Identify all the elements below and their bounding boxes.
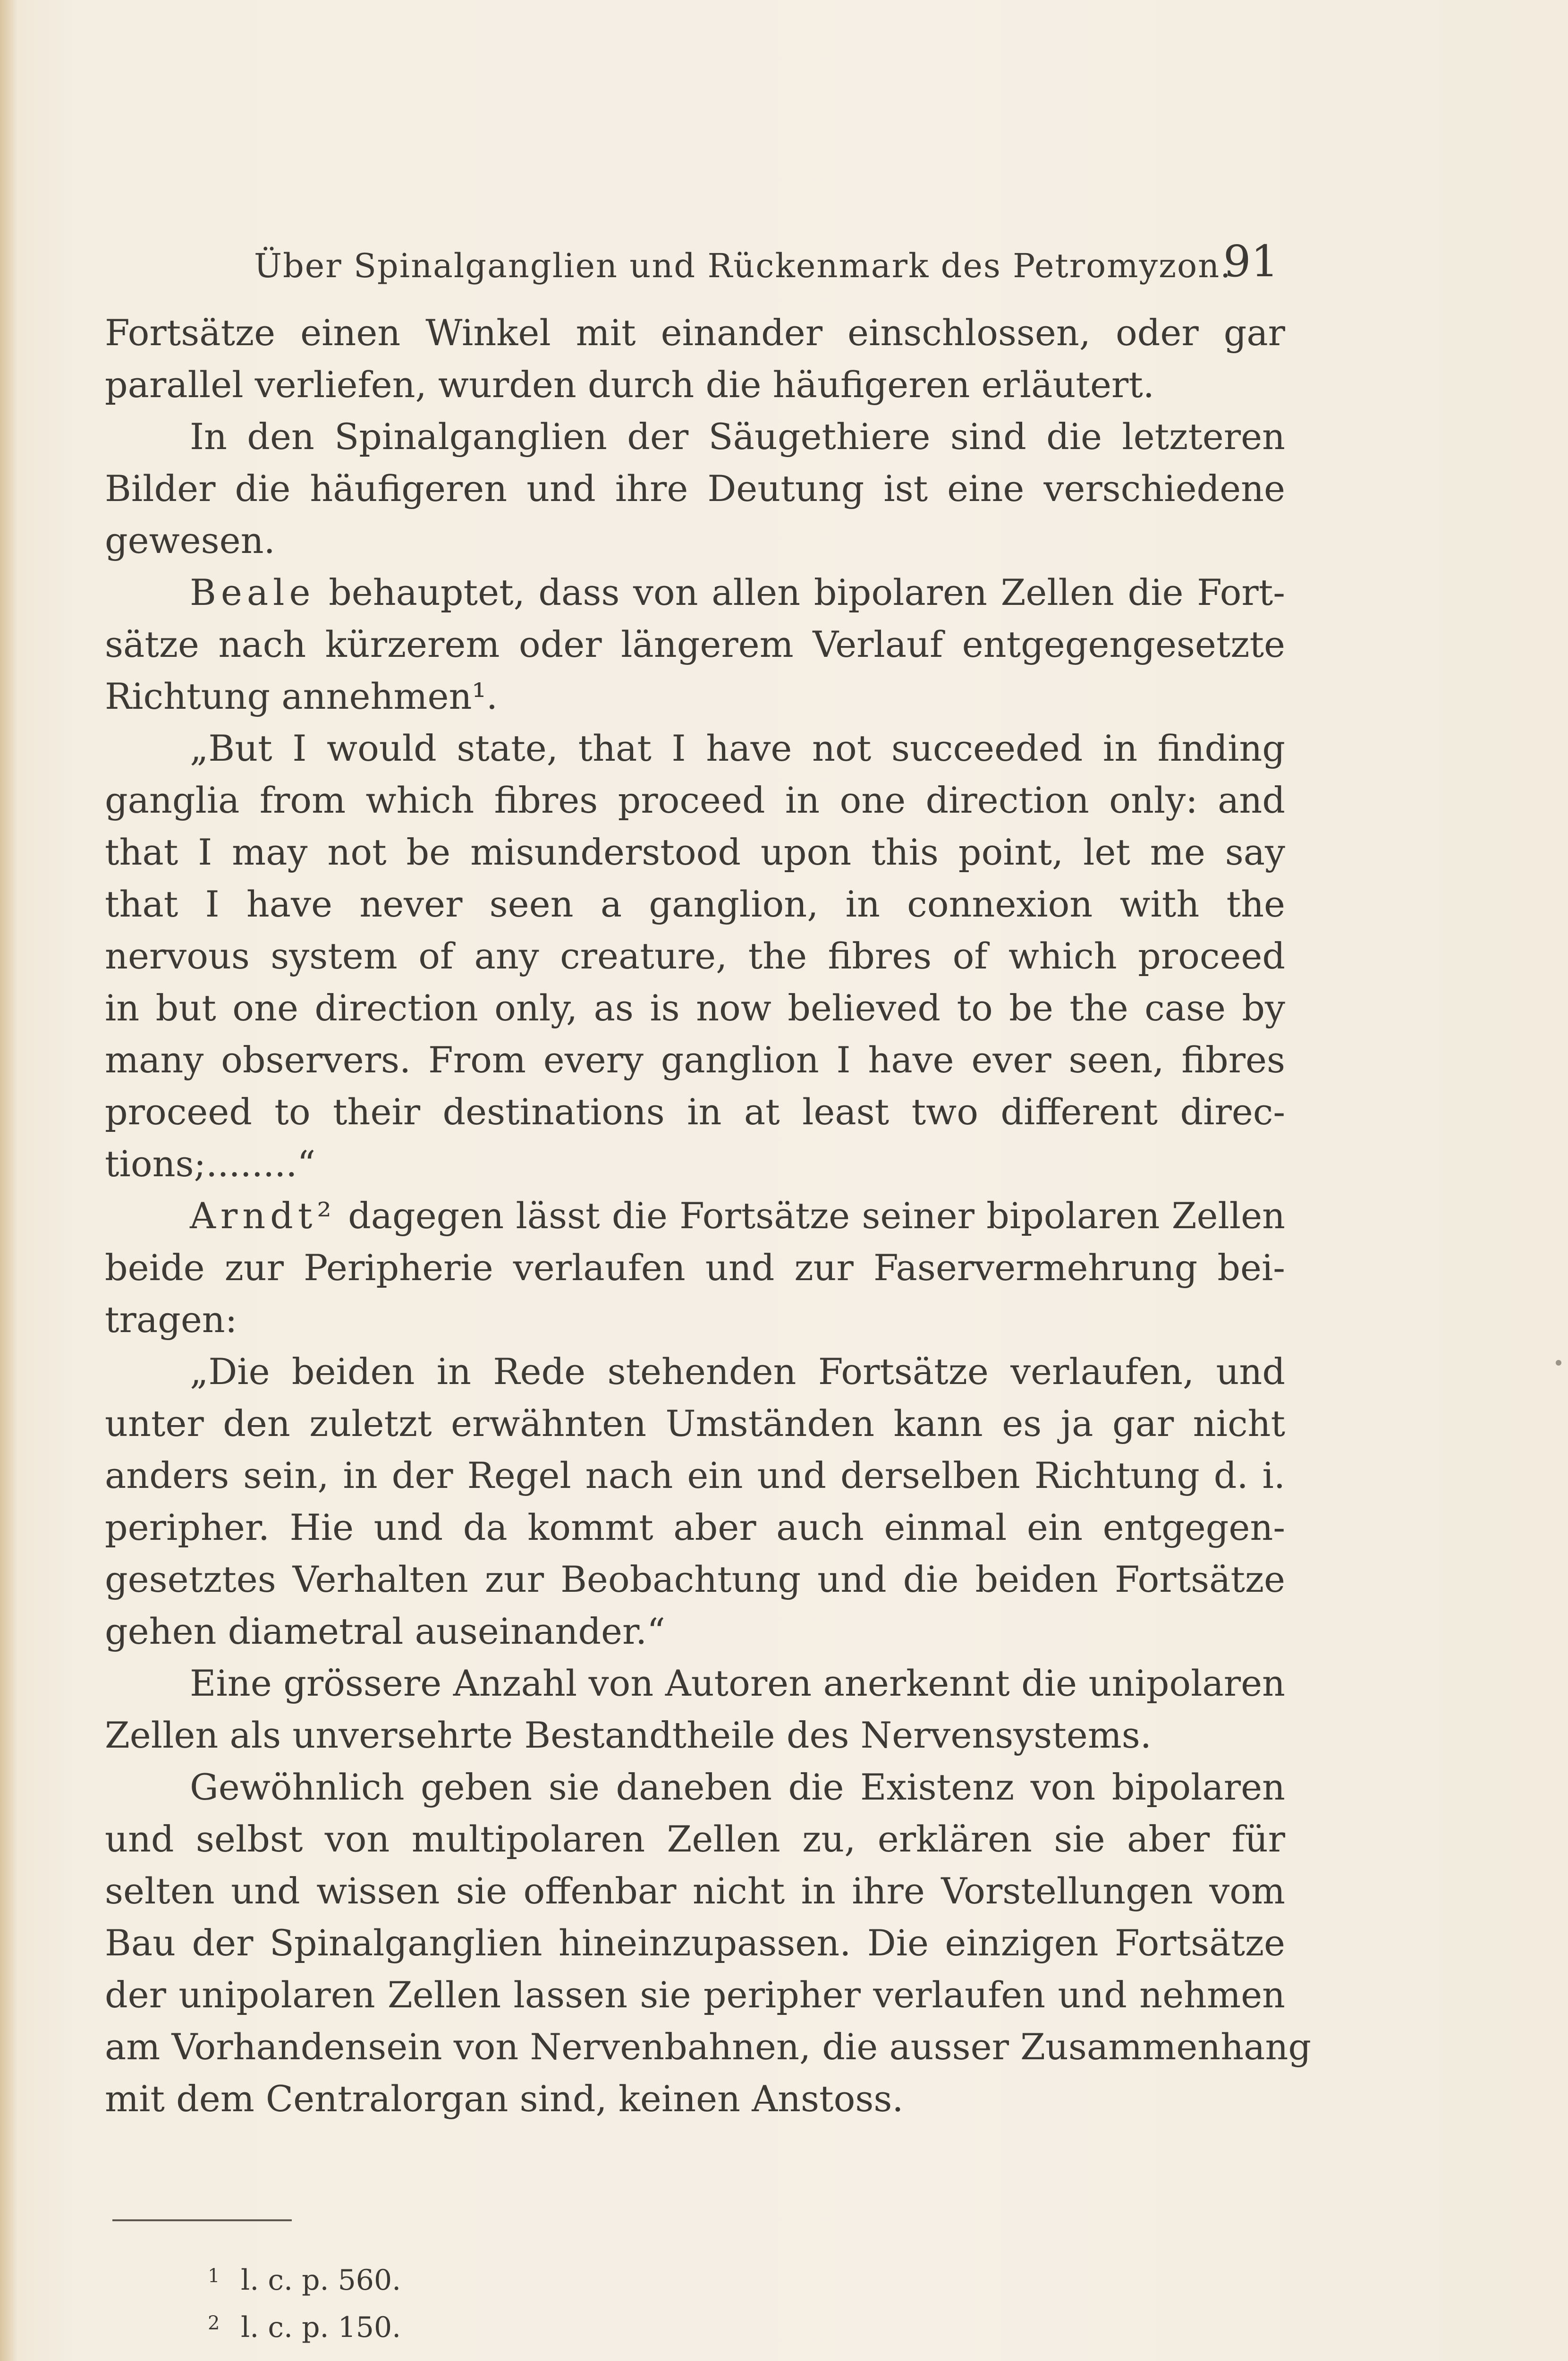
text-line: gehen diametral auseinander.“: [105, 1610, 665, 1652]
text-line: Gewöhnlich geben sie daneben die Existenz von bipolaren: [190, 1766, 1285, 1808]
text-line: many observers. From every ganglion I have ever seen, fibres: [105, 1039, 1285, 1081]
footnotes: [208, 2252, 633, 2347]
text-line: [105, 567, 1285, 619]
text-line: mit dem Centralorgan sind, keinen Anstoss.: [105, 2078, 904, 2120]
text-line: selten und wissen sie offenbar nicht in ihre Vorstellungen vom: [105, 1870, 1285, 1912]
text-line: Zellen als unversehrte Bestandtheile des Nervensystems.: [105, 1714, 1152, 1756]
text-line: Fortsätze einen Winkel mit einander einschlossen, oder gar: [105, 312, 1285, 354]
author-name-beale: Beale: [190, 571, 315, 613]
text-line-rest: dagegen lässt die Fortsätze seiner bipolaren Zellen: [348, 1195, 1285, 1237]
text-line: parallel verliefen, wurden durch die häufigeren erläutert.: [105, 364, 1154, 406]
text-line: nervous system of any creature, the fibres of which proceed: [105, 935, 1285, 977]
text-line: in but one direction only, as is now believed to be the case by: [105, 987, 1285, 1029]
text-line: ganglia from which fibres proceed in one direction only: and: [105, 779, 1285, 821]
text-line: Bau der Spinalganglien hineinzupassen. Die einzigen Fortsätze: [105, 1922, 1285, 1964]
author-name-arndt: Arndt²: [190, 1195, 336, 1237]
footnote-mark: 1: [208, 2265, 220, 2287]
text-line: unter den zuletzt erwähnten Umständen kann es ja gar nicht: [105, 1402, 1285, 1444]
text-line: der unipolaren Zellen lassen sie peripher verlaufen und nehmen: [105, 1974, 1285, 2016]
text-line: gewesen.: [105, 519, 275, 561]
text-line: beide zur Peripherie verlaufen und zur Faservermehrung bei-: [105, 1247, 1285, 1289]
running-head: [254, 236, 1279, 293]
text-line: Eine grössere Anzahl von Autoren anerkennt die unipolaren: [190, 1662, 1285, 1704]
footnote: [208, 2252, 633, 2300]
footnote-divider: [112, 2219, 292, 2221]
text-line: tragen:: [105, 1299, 237, 1341]
text-line: „But I would state, that I have not succeeded in finding: [190, 727, 1285, 769]
text-line: und selbst von multipolaren Zellen zu, erklären sie aber für: [105, 1818, 1285, 1860]
paper-speck: [1556, 1360, 1561, 1366]
footnote-mark: 2: [208, 2312, 220, 2334]
footnote-text: l. c. p. 150.: [241, 2311, 401, 2344]
text-line: sätze nach kürzerem oder längerem Verlauf entgegengesetzte: [105, 623, 1285, 665]
text-line: In den Spinalganglien der Säugethiere sind die letzteren: [190, 416, 1285, 458]
footnote-text: l. c. p. 560.: [241, 2264, 401, 2297]
text-line: anders sein, in der Regel nach ein und derselben Richtung d. i.: [105, 1454, 1285, 1496]
text-line: that I have never seen a ganglion, in connexion with the: [105, 883, 1285, 925]
text-line: tions;........“: [105, 1143, 316, 1185]
body-text: [105, 307, 1312, 2125]
text-line: that I may not be misunderstood upon this point, let me say: [105, 831, 1285, 873]
text-line-rest: behauptet, dass von allen bipolaren Zellen die Fort-: [329, 571, 1285, 613]
text-line: Richtung annehmen¹.: [105, 675, 498, 717]
text-line: „Die beiden in Rede stehenden Fortsätze verlaufen, und: [190, 1350, 1285, 1393]
text-line: gesetztes Verhalten zur Beobachtung und die beiden Fortsätze: [105, 1558, 1285, 1600]
page-number: 91: [1223, 236, 1279, 287]
book-spine-shadow: [0, 0, 17, 2361]
footnote: [208, 2300, 633, 2347]
text-line: Bilder die häufigeren und ihre Deutung ist eine verschiedene: [105, 467, 1285, 510]
text-line: proceed to their destinations in at least two different direc-: [105, 1091, 1285, 1133]
text-line: am Vorhandensein von Nervenbahnen, die ausser Zusammenhang: [105, 2026, 1312, 2068]
text-line: [105, 1190, 1285, 1242]
text-line: peripher. Hie und da kommt aber auch einmal ein entgegen-: [105, 1506, 1285, 1548]
running-title: Über Spinalganglien und Rückenmark des Petromyzon.: [254, 246, 1232, 285]
